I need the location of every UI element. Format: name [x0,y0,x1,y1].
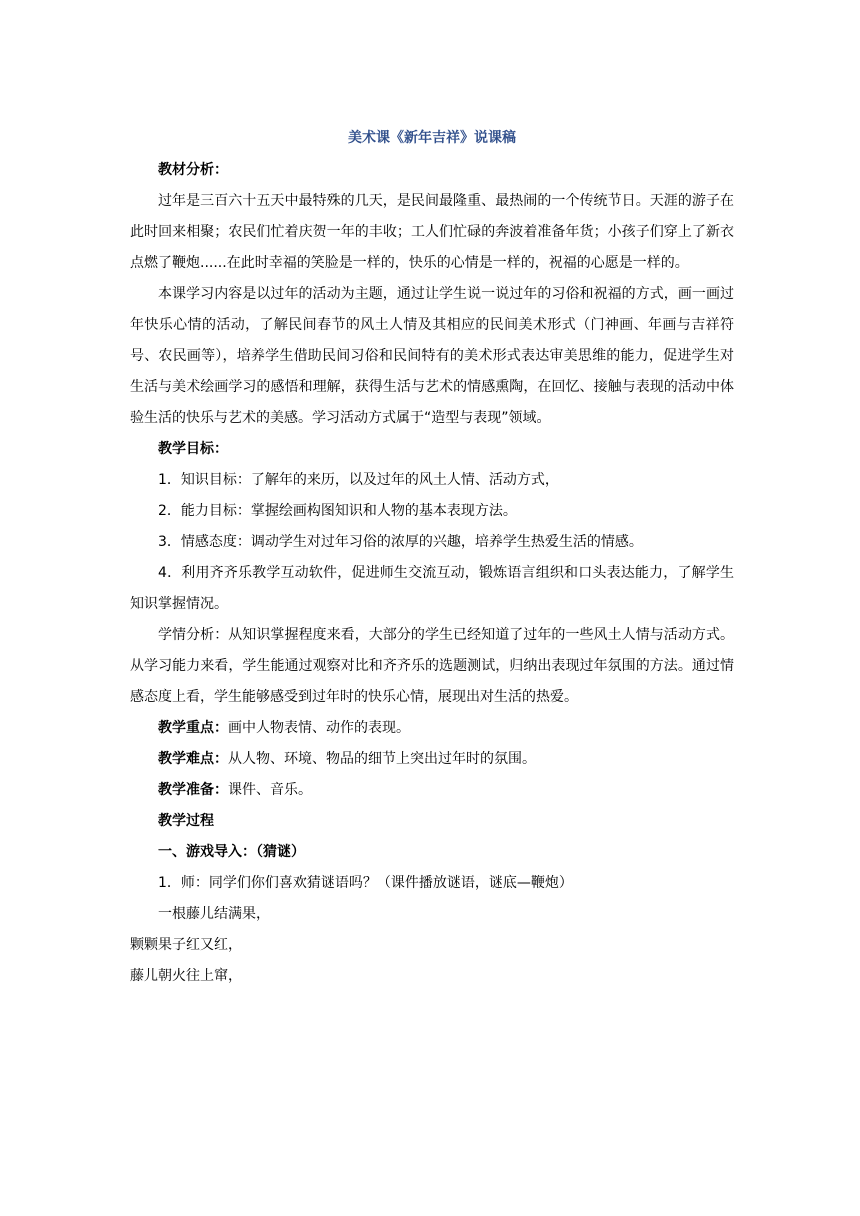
key-point-label: 教学重点： [158,720,228,736]
teaching-preparation [130,775,734,806]
section-heading-process: 教学过程 [158,813,214,829]
difficulty-label: 教学难点： [158,751,228,767]
goal-item-3: 3．情感态度：调动学生对过年习俗的浓厚的兴趣，培养学生热爱生活的情感。 [158,534,643,550]
preparation-label: 教学准备： [158,782,228,798]
difficulty-text: 从人物、环境、物品的细节上突出过年时的氛围。 [228,751,536,767]
process-step-1: 1．师：同学们你们喜欢猜谜语吗？（课件播放谜语，谜底—鞭炮） [158,875,573,891]
key-point-text: 画中人物表情、动作的表现。 [228,720,410,736]
section-heading-goals: 教学目标： [158,441,228,457]
section-heading-game: 一、游戏导入：（猜谜） [158,844,305,860]
preparation-text: 课件、音乐。 [228,782,312,798]
document-title: 美术课《新年吉祥》说课稿 [348,130,516,146]
teaching-difficulty [130,744,734,775]
teaching-key-point [130,713,734,744]
paragraph-learning-analysis: 学情分析：从知识掌握程度来看，大部分的学生已经知道了过年的一些风土人情与活动方式。从学习能力来看，学生能通过观察对比和齐齐乐的选题测试，归纳出表现过年氛围的方法。通过情感态度上看，学生能够感受到过年时的快乐心情，展现出对生活的热爱。 [130,627,734,705]
goal-item-1: 1．知识目标：了解年的来历，以及过年的风土人情、活动方式， [158,472,559,488]
riddle-line-2: 颗颗果子红又红， [130,937,242,953]
section-heading-material: 教材分析： [158,162,228,178]
goal-item-4: 4．利用齐齐乐教学互动软件，促进师生交流互动，锻炼语言组织和口头表达能力，了解学生知识掌握情况。 [130,565,734,612]
paragraph-content: 本课学习内容是以过年的活动为主题，通过让学生说一说过年的习俗和祝福的方式，画一画过年快乐心情的活动，了解民间春节的风土人情及其相应的民间美术形式（门神画、年画与吉祥符号、农民画等），培养学生借助民间习俗和民间特有的美术形式表达审美思维的能力，促进学生对生活与美术绘画学习的感悟和理解，获得生活与艺术的情感熏陶，在回忆、接触与表现的活动中体验生活的快乐与艺术的美感。学习活动方式属于“造型与表现”领域。 [130,286,734,426]
riddle-line-1: 一根藤儿结满果， [158,906,270,922]
paragraph-intro: 过年是三百六十五天中最特殊的几天，是民间最隆重、最热闹的一个传统节日。天涯的游子在此时回来相聚；农民们忙着庆贺一年的丰收；工人们忙碌的奔波着准备年货；小孩子们穿上了新衣点燃了鞭炮......在此时幸福的笑脸是一样的，快乐的心情是一样的，祝福的心愿是一样的。 [130,193,734,271]
goal-item-2: 2．能力目标：掌握绘画构图知识和人物的基本表现方法。 [158,503,517,519]
riddle-line-3: 藤儿朝火往上窜， [130,968,242,984]
document-page [130,124,734,992]
